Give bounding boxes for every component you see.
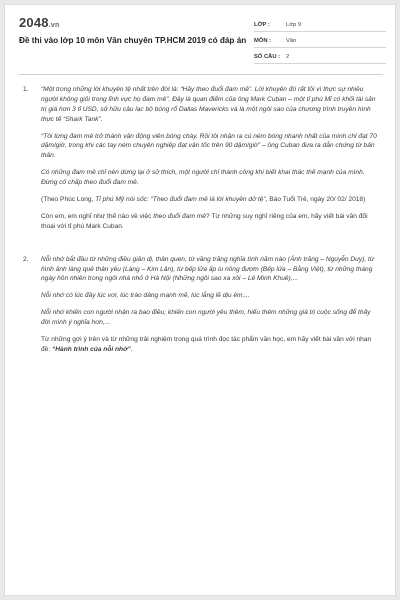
question-paragraph: Có những đam mê chỉ nên dừng lại ở sở thích, một người chỉ thành công khi biết khai thác thế mạnh của mình. Đừng cố chấp theo đuổi đam mê. — [41, 169, 365, 187]
meta-label: LỚP : — [254, 22, 270, 28]
citation — [41, 195, 377, 205]
question-paragraph: Nỗi nhớ có lúc đầy lúc vơi, lúc trào dâng mạnh mẽ, lúc lắng lẽ dịu êm,... — [41, 292, 250, 300]
prompt-text: ? Từ những suy nghĩ riêng của em, hãy viết bài văn đối thoại với tỉ phú Mark Cuban. — [41, 212, 368, 230]
meta-value: 2 — [286, 54, 290, 60]
prompt-emphasis: theo đuổi đam mê — [153, 212, 206, 220]
question-paragraph: “Tôi từng đam mê trở thành vận động viên bóng chày. Rồi tôi nhận ra cú ném bóng nhanh nhất của mình chỉ đạt 70 dặm/giờ, trong khi các tay ném chuyên nghiệp đạt vận tốc trên 90 dặm/giờ” – ông Cuban đưa ra dẫn chứng từ bản thân. — [41, 132, 377, 160]
question-prompt — [41, 335, 377, 355]
meta-row-subject — [254, 32, 386, 48]
prompt-text: Từ những gợi ý trên và từ những trải nghiệm trong quá trình đọc tác phẩm văn học, em hãy viết bài văn với nhan đề: — [41, 336, 372, 353]
question-item — [19, 255, 383, 362]
logo-main: 2048 — [19, 15, 49, 30]
meta-label: MÔN : — [254, 38, 272, 44]
header-divider — [19, 74, 383, 75]
question-body — [41, 85, 383, 239]
prompt-text: Còn em, em nghĩ như thế nào về việc — [41, 212, 154, 220]
meta-value: Văn — [286, 38, 297, 44]
meta-row-question-count — [254, 48, 386, 64]
meta-table — [254, 16, 386, 64]
question-number: 2. — [23, 255, 29, 263]
meta-row-class — [254, 16, 386, 32]
document-page — [4, 4, 396, 596]
logo-tld: .vn — [48, 22, 60, 29]
citation-text: (Theo Phúc Long, — [41, 196, 96, 204]
question-paragraph: Nỗi nhớ khiến con người nhận ra bao điều; khiến con người yêu thêm, hiểu thêm những giá trị cuộc sống để thấy đời mình ý nghĩa hơn,... — [41, 309, 371, 327]
question-body — [41, 255, 383, 362]
meta-value: Lớp 9 — [286, 22, 302, 28]
question-paragraph: Nỗi nhớ bắt đầu từ những điều giản dị, thân quen, từ vầng trăng nghĩa tình năm nào (Ánh trăng – Nguyễn Duy), từ hình ảnh làng quê thân yêu (Làng – Kim Lân), từ bếp lửa ấp iu nồng đượm (Bếp lửa – Bằng Việt), từ những tháng ngày hồn nhiên trong ngôi nhà nhỏ ở Hà Nội (Những ngôi sao xa xôi – Lê Minh Khuê),... — [41, 255, 375, 283]
meta-label: SỐ CÂU : — [254, 54, 281, 60]
citation-text: , Báo Tuổi Trẻ, ngày 20/ 02/ 2018) — [265, 196, 366, 204]
document-header — [5, 5, 395, 71]
prompt-text: . — [130, 345, 133, 353]
essay-title: “Hành trình của nỗi nhớ” — [52, 345, 131, 353]
document-title: Đề thi vào lớp 10 môn Văn chuyên TP.HCM 2019 có đáp án — [19, 36, 247, 45]
questions-list — [19, 85, 383, 362]
question-item — [19, 85, 383, 239]
citation-title: Tỉ phú Mỹ nói sốc: “Theo đuổi đam mê là lời khuyên dở tệ” — [95, 196, 266, 204]
question-paragraph: “Một trong những lời khuyên tệ nhất trên đời là: “Hãy theo đuổi đam mê”. Lời khuyên đó rất tồi vì thực sự nhiều người không giỏi trong lĩnh vực họ đam mê”. Đây là quan điểm của ông Mark Cuban – một tỉ phú Mĩ có khối tài sản trị giá hơn 3 tỉ USD, sở hữu câu lạc bộ bóng rổ Dallas Mavericks và là một ngôi sao của chương trình truyền hình thực tế “Shark Tank”. — [41, 86, 376, 123]
site-logo[interactable] — [19, 15, 59, 30]
question-prompt — [41, 212, 377, 232]
question-number: 1. — [23, 86, 29, 93]
